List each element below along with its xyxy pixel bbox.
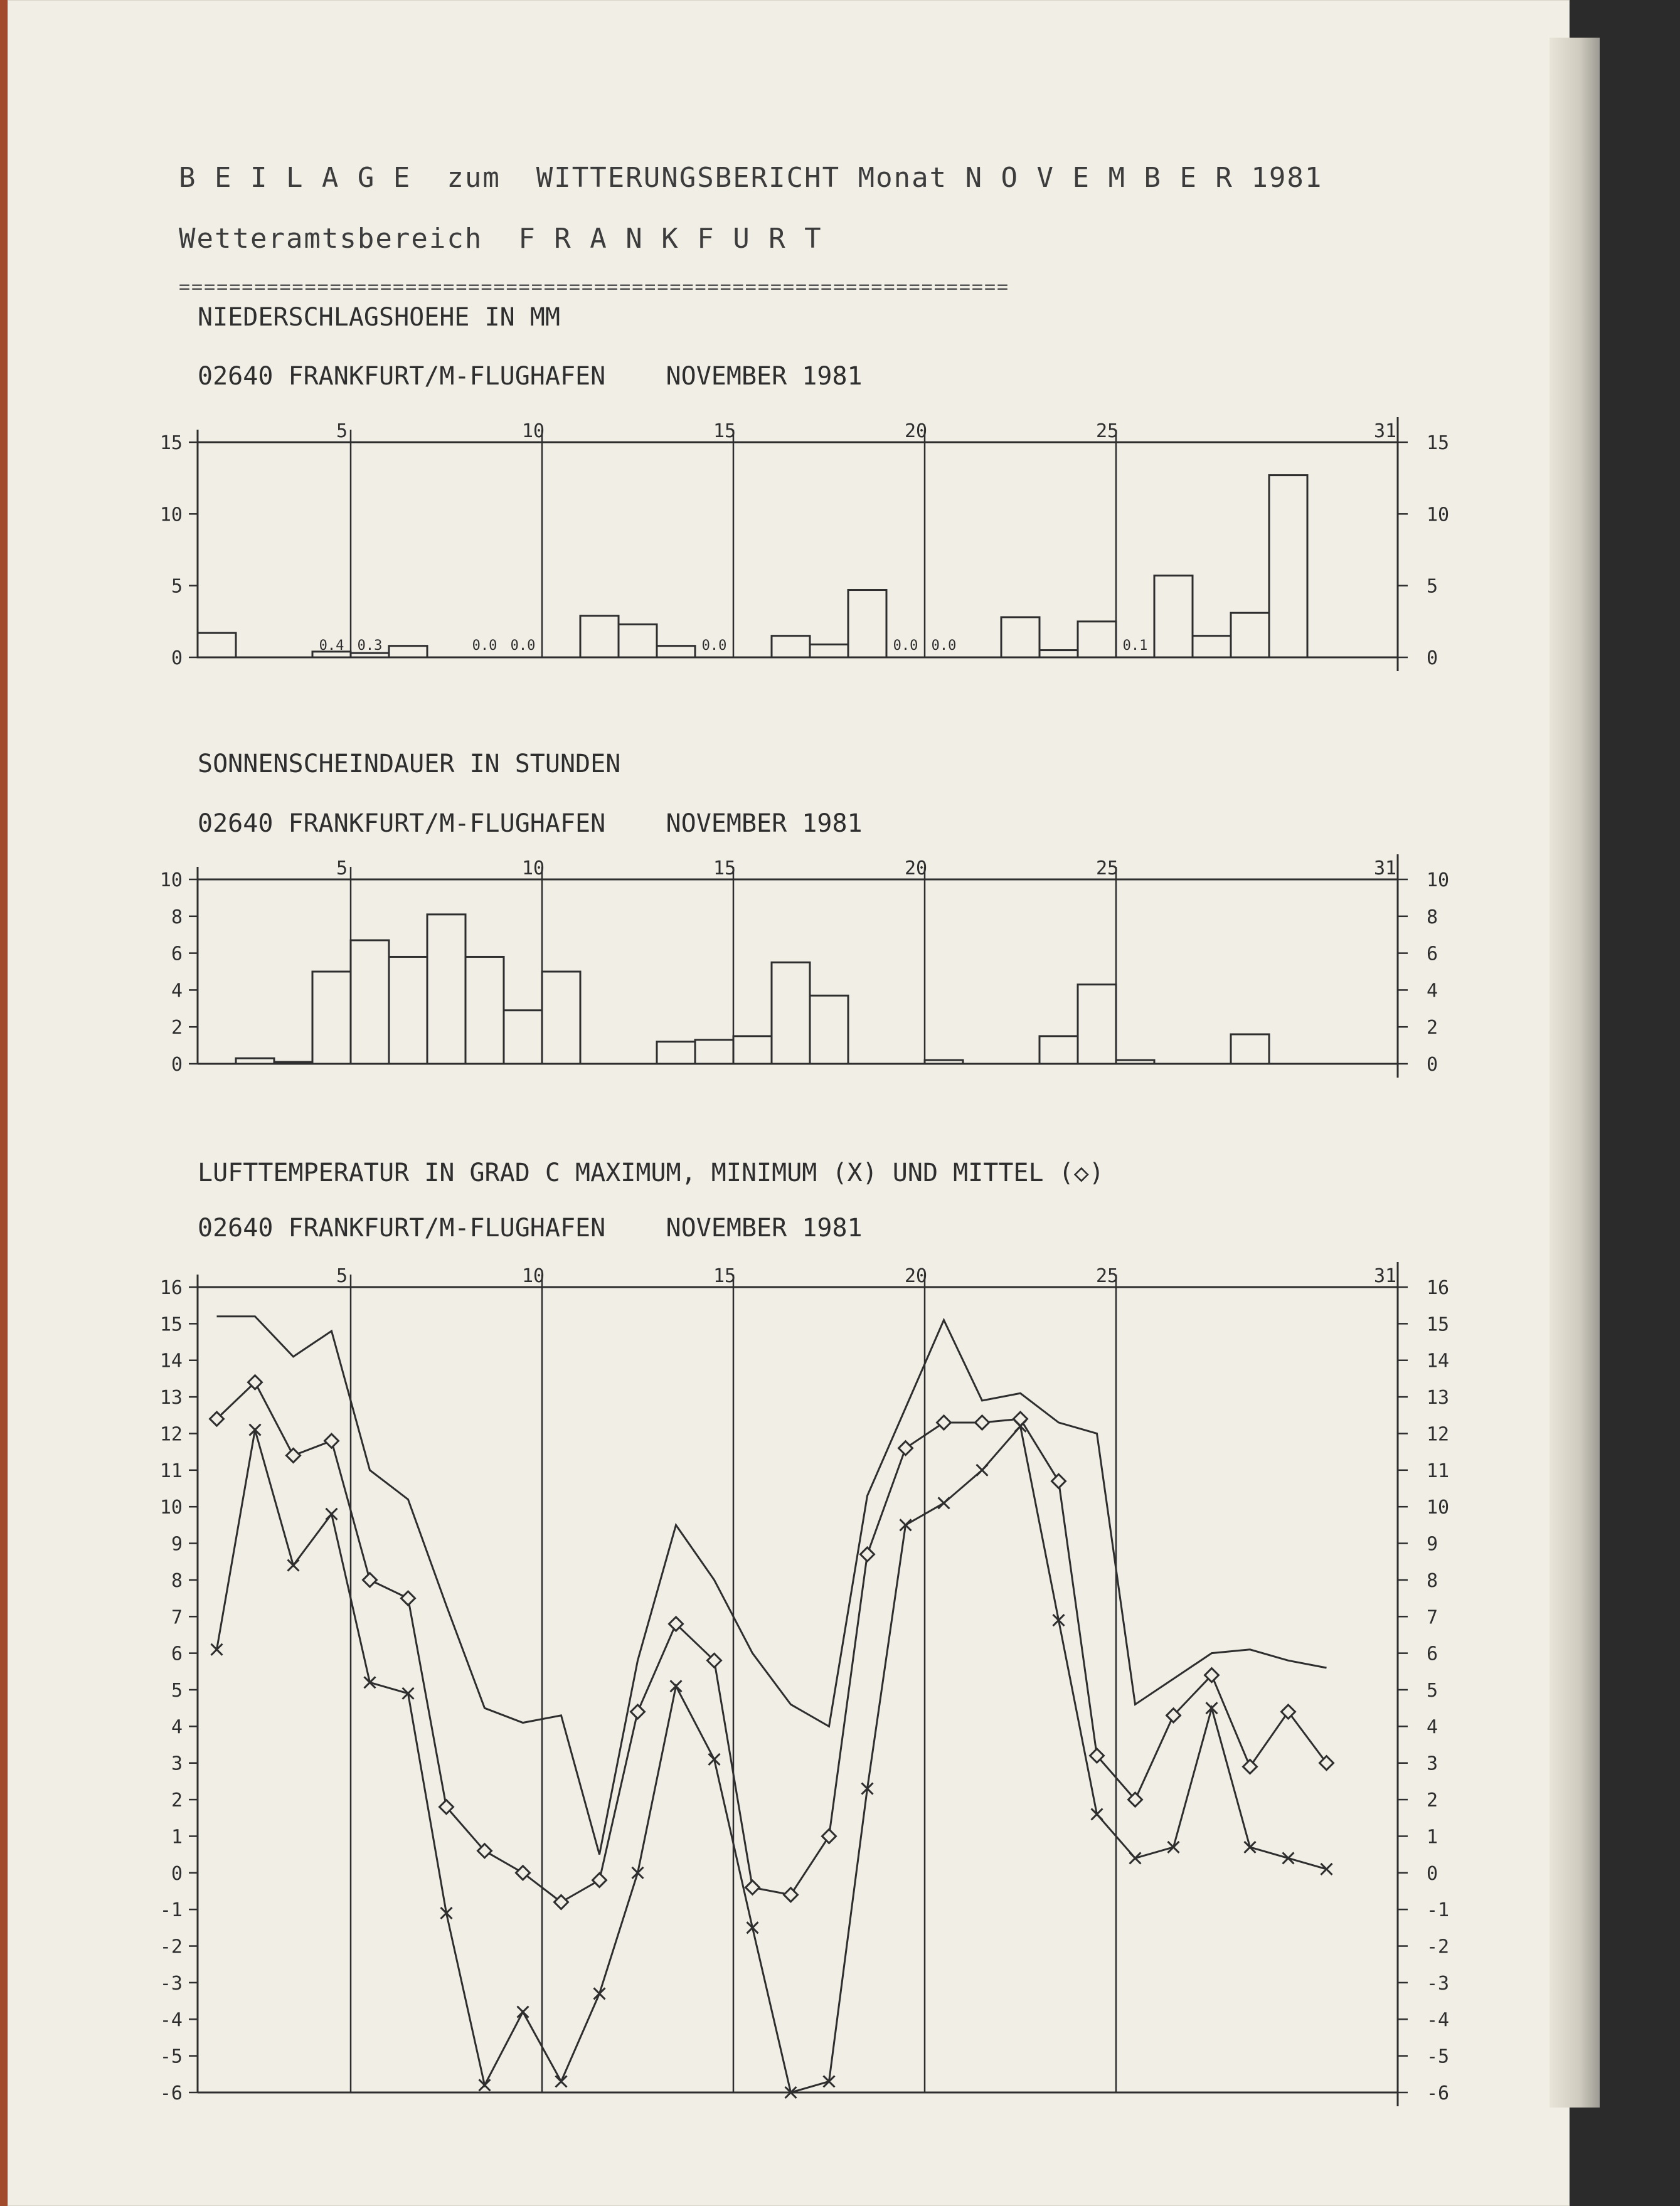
sun-ytick-label-left: 8	[171, 906, 183, 928]
sun-bar	[312, 972, 351, 1064]
precip-bar	[772, 636, 810, 657]
temp-ytick-label-right: 3	[1427, 1753, 1438, 1775]
precip-bar	[1039, 650, 1078, 657]
sun-bar	[810, 995, 848, 1064]
precip-bar	[1231, 613, 1269, 657]
temp-marker-min	[1245, 1842, 1256, 1853]
sun-day-label-31: 31	[1373, 857, 1397, 879]
temp-marker-min	[977, 1465, 988, 1476]
precip-bar	[848, 590, 886, 657]
precip-day-label-10: 10	[521, 420, 545, 442]
temp-marker-min	[556, 2076, 567, 2087]
temp-day-label-15: 15	[713, 1265, 736, 1287]
sun-bar	[657, 1042, 695, 1064]
precip-day-label-15: 15	[713, 420, 736, 442]
temp-marker-mean	[363, 1573, 377, 1587]
precip-bar	[1269, 475, 1307, 657]
temp-marker-min	[1168, 1842, 1179, 1853]
sun-ytick-label-right: 8	[1427, 906, 1438, 928]
precip-bar	[619, 624, 657, 657]
sun-day-label-20: 20	[904, 857, 928, 879]
temp-ytick-label-right: 7	[1427, 1606, 1438, 1629]
temp-ytick-label-left: 1	[171, 1826, 183, 1848]
precip-bar	[389, 646, 427, 657]
temp-marker-min	[518, 2007, 529, 2018]
temp-ytick-label-right: -2	[1427, 1936, 1450, 1958]
sun-bar	[695, 1040, 733, 1064]
header-line-1: B E I L A G E zum WITTERUNGSBERICHT Monat N O V E M B E R 1981	[179, 162, 1323, 194]
temp-ytick-label-right: -5	[1427, 2045, 1450, 2068]
temp-marker-mean	[593, 1873, 607, 1887]
sun-day-label-15: 15	[713, 857, 736, 879]
temp-marker-min	[938, 1497, 950, 1509]
sun-title: SONNENSCHEINDAUER IN STUNDEN	[198, 750, 621, 778]
precip-data-label: 0.0	[931, 638, 957, 654]
precip-bar	[810, 644, 848, 657]
precip-subtitle: 02640 FRANKFURT/M-FLUGHAFEN NOVEMBER 1981	[198, 362, 863, 391]
sun-bar	[274, 1062, 312, 1064]
temp-ytick-label-right: -3	[1427, 1972, 1450, 1995]
sun-bar	[504, 1010, 542, 1064]
sun-bar	[465, 957, 504, 1064]
temp-day-label-25: 25	[1095, 1265, 1119, 1287]
temp-ytick-label-right: 1	[1427, 1826, 1438, 1848]
precip-day-label-5: 5	[336, 420, 348, 442]
temp-day-label-31: 31	[1373, 1265, 1397, 1287]
precip-bar	[1193, 636, 1231, 657]
precip-ytick-label-left: 10	[159, 504, 183, 526]
temp-marker-mean	[401, 1591, 415, 1605]
temp-ytick-label-right: 10	[1427, 1497, 1450, 1519]
precip-ytick-label-right: 5	[1427, 575, 1438, 598]
precip-bar	[1154, 576, 1193, 657]
temp-ytick-label-left: -1	[159, 1899, 183, 1922]
sun-day-label-25: 25	[1095, 857, 1119, 879]
precip-day-label-31: 31	[1373, 420, 1397, 442]
sun-subtitle: 02640 FRANKFURT/M-FLUGHAFEN NOVEMBER 1981	[198, 809, 863, 838]
temp-ytick-label-left: -6	[159, 2082, 183, 2104]
temp-marker-mean	[1243, 1760, 1257, 1774]
sun-ytick-label-left: 10	[159, 869, 183, 891]
sun-bar	[1231, 1034, 1269, 1064]
precip-bar	[657, 646, 695, 657]
temp-ytick-label-left: -3	[159, 1972, 183, 1995]
temp-ytick-label-left: 3	[171, 1753, 183, 1775]
temp-ytick-label-left: 16	[159, 1277, 183, 1299]
temp-marker-min	[288, 1560, 299, 1571]
temp-ytick-label-left: -2	[159, 1936, 183, 1958]
precip-ytick-label-right: 0	[1427, 647, 1438, 669]
temp-day-label-5: 5	[336, 1265, 348, 1287]
temp-marker-mean	[937, 1416, 951, 1429]
sun-ytick-label-left: 6	[171, 943, 183, 965]
temp-marker-mean	[1320, 1756, 1334, 1770]
temp-ytick-label-left: 13	[159, 1387, 183, 1409]
sun-bar	[925, 1060, 963, 1064]
sun-day-label-5: 5	[336, 857, 348, 879]
temp-ytick-label-right: 12	[1427, 1423, 1450, 1446]
temp-ytick-label-left: 11	[159, 1460, 183, 1482]
temp-marker-min	[1130, 1852, 1141, 1864]
precip-data-label: 0.3	[357, 638, 383, 654]
precip-bar	[1078, 622, 1116, 657]
temp-marker-mean	[861, 1547, 875, 1561]
precip-data-label: 0.0	[472, 638, 497, 654]
temp-marker-mean	[325, 1434, 339, 1448]
precip-ytick-label-left: 15	[159, 432, 183, 454]
temp-ytick-label-left: 8	[171, 1569, 183, 1592]
precip-bar	[198, 633, 236, 657]
temp-line-mittel	[217, 1382, 1327, 1902]
temp-marker-min	[1283, 1852, 1294, 1864]
header-rule: ==================================================================	[179, 276, 1010, 298]
temp-marker-mean	[976, 1416, 989, 1429]
temp-marker-min	[1206, 1702, 1218, 1714]
temp-ytick-label-left: -5	[159, 2045, 183, 2068]
temp-marker-mean	[287, 1448, 300, 1462]
precip-data-label: 0.0	[701, 638, 727, 654]
temp-ytick-label-right: 2	[1427, 1790, 1438, 1812]
temp-ytick-label-right: -6	[1427, 2082, 1450, 2104]
temp-ytick-label-left: 7	[171, 1606, 183, 1629]
sun-bar	[427, 915, 465, 1064]
temp-ytick-label-left: 15	[159, 1313, 183, 1336]
sun-ytick-label-left: 0	[171, 1054, 183, 1076]
temp-marker-mean	[784, 1888, 798, 1902]
precip-title: NIEDERSCHLAGSHOEHE IN MM	[198, 303, 560, 332]
temp-marker-mean	[899, 1441, 913, 1455]
sun-bar	[236, 1058, 274, 1064]
precip-ytick-label-left: 5	[171, 575, 183, 598]
temp-ytick-label-left: 0	[171, 1862, 183, 1885]
temp-ytick-label-right: 9	[1427, 1533, 1438, 1556]
precip-ytick-label-right: 10	[1427, 504, 1450, 526]
sun-bar	[542, 972, 580, 1064]
sun-ytick-label-right: 4	[1427, 980, 1438, 1002]
temp-ytick-label-right: 16	[1427, 1277, 1450, 1299]
temp-ytick-label-right: 5	[1427, 1680, 1438, 1702]
temp-ytick-label-left: 14	[159, 1350, 183, 1372]
temp-ytick-label-left: 6	[171, 1643, 183, 1665]
sun-bar	[1039, 1036, 1078, 1064]
temp-ytick-label-right: 13	[1427, 1387, 1450, 1409]
temp-marker-min	[1321, 1864, 1332, 1875]
sun-bar	[733, 1036, 772, 1064]
temp-marker-mean	[1014, 1412, 1028, 1426]
temp-ytick-label-left: 10	[159, 1497, 183, 1519]
sun-ytick-label-right: 10	[1427, 869, 1450, 891]
precip-data-label: 0.0	[510, 638, 536, 654]
temp-line-minimum	[217, 1426, 1327, 2092]
precip-ytick-label-left: 0	[171, 647, 183, 669]
temp-ytick-label-right: 0	[1427, 1862, 1438, 1885]
sun-bar	[389, 957, 427, 1064]
temp-ytick-label-right: 6	[1427, 1643, 1438, 1665]
temp-marker-mean	[631, 1705, 645, 1719]
temp-ytick-label-left: 2	[171, 1790, 183, 1812]
temp-subtitle: 02640 FRANKFURT/M-FLUGHAFEN NOVEMBER 1981	[198, 1214, 863, 1243]
temp-ytick-label-right: -4	[1427, 2009, 1450, 2032]
temp-ytick-label-right: 11	[1427, 1460, 1450, 1482]
sun-ytick-label-right: 2	[1427, 1017, 1438, 1039]
sun-ytick-label-left: 4	[171, 980, 183, 1002]
temp-marker-mean	[822, 1829, 836, 1843]
temp-ytick-label-left: 9	[171, 1533, 183, 1556]
temp-marker-mean	[1282, 1705, 1295, 1719]
temp-ytick-label-left: 4	[171, 1716, 183, 1739]
temp-ytick-label-left: -4	[159, 2009, 183, 2032]
precip-bar	[580, 616, 619, 657]
precip-day-label-25: 25	[1095, 420, 1119, 442]
temp-ytick-label-right: -1	[1427, 1899, 1450, 1922]
temp-ytick-label-left: 5	[171, 1680, 183, 1702]
precip-data-label: 0.1	[1122, 638, 1148, 654]
sun-ytick-label-left: 2	[171, 1017, 183, 1039]
sun-bar	[351, 940, 389, 1064]
precip-bar	[351, 653, 389, 657]
sun-ytick-label-right: 0	[1427, 1054, 1438, 1076]
temp-marker-mean	[746, 1880, 760, 1894]
sun-bar	[1116, 1060, 1154, 1064]
sun-bar	[772, 962, 810, 1064]
temp-ytick-label-right: 4	[1427, 1716, 1438, 1739]
sun-ytick-label-right: 6	[1427, 943, 1438, 965]
temp-ytick-label-left: 12	[159, 1423, 183, 1446]
sun-bar	[1078, 985, 1116, 1064]
header-line-2: Wetteramtsbereich F R A N K F U R T	[179, 223, 822, 255]
temp-title: LUFTTEMPERATUR IN GRAD C MAXIMUM, MINIMUM (X) UND MITTEL (◇)	[198, 1159, 1104, 1187]
temp-ytick-label-right: 15	[1427, 1313, 1450, 1336]
temp-day-label-20: 20	[904, 1265, 928, 1287]
precip-bar	[1001, 617, 1039, 657]
precip-data-label: 0.4	[319, 638, 344, 654]
sun-day-label-10: 10	[521, 857, 545, 879]
temp-marker-mean	[1052, 1474, 1066, 1488]
temp-ytick-label-right: 14	[1427, 1350, 1450, 1372]
temp-marker-min	[594, 1988, 605, 1999]
precip-data-label: 0.0	[893, 638, 918, 654]
precip-ytick-label-right: 15	[1427, 432, 1450, 454]
temp-ytick-label-right: 8	[1427, 1569, 1438, 1592]
precip-day-label-20: 20	[904, 420, 928, 442]
temp-day-label-10: 10	[521, 1265, 545, 1287]
